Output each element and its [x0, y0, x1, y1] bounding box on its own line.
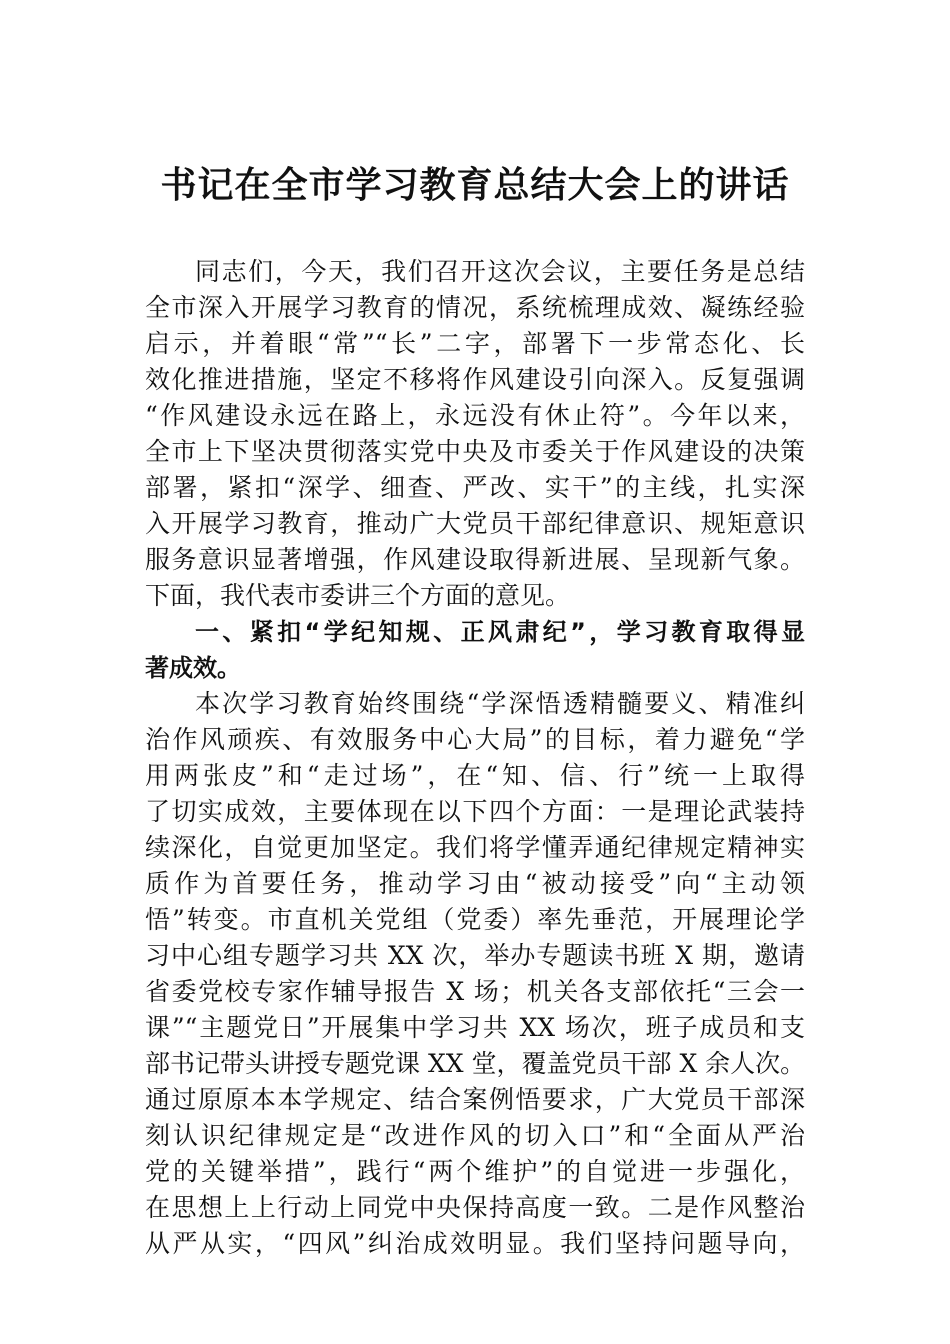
paragraph-line: 治作风顽疾、有效服务中心大局”的目标，着力避免“学	[145, 725, 805, 754]
paragraph-line: “作风建设永远在路上，永远没有休止符”。今年以来，	[145, 401, 805, 430]
paragraph-line: 用两张皮”和“走过场”，在“知、信、行”统一上取得	[145, 761, 805, 790]
paragraph-line: 刻认识纪律规定是“改进作风的切入口”和“全面从严治	[145, 1121, 805, 1150]
paragraph-line: 续深化，自觉更加坚定。我们将学懂弄通纪律规定精神实	[145, 833, 805, 862]
paragraph-line: 效化推进措施，坚定不移将作风建设引向深入。反复强调	[145, 365, 805, 394]
paragraph-line: 服务意识显著增强，作风建设取得新进展、呈现新气象。	[145, 545, 805, 574]
paragraph-line: 在思想上上行动上同党中央保持高度一致。二是作风整治	[145, 1193, 805, 1222]
paragraph-line: 通过原原本本学规定、结合案例悟要求，广大党员干部深	[145, 1085, 805, 1114]
paragraph-line: 课”“主题党日”开展集中学习共 XX 场次，班子成员和支	[145, 1013, 805, 1042]
document-body	[145, 254, 805, 1262]
paragraph-line: 同志们，今天，我们召开这次会议，主要任务是总结	[195, 257, 805, 286]
paragraph-line: 悟”转变。市直机关党组（党委）率先垂范，开展理论学	[145, 905, 805, 934]
paragraph-line: 全市上下坚决贯彻落实党中央及市委关于作风建设的决策	[145, 437, 805, 466]
paragraph-line: 习中心组专题学习共 XX 次，举办专题读书班 X 期，邀请	[145, 941, 805, 970]
section-heading-line: 一、紧扣“学纪知规、正风肃纪”，学习教育取得显	[195, 618, 805, 646]
section-heading-line: 著成效。	[145, 654, 241, 682]
paragraph-line: 部署，紧扣“深学、细查、严改、实干”的主线，扎实深	[145, 473, 805, 502]
paragraph-line: 省委党校专家作辅导报告 X 场；机关各支部依托“三会一	[145, 977, 805, 1006]
paragraph-line: 了切实成效，主要体现在以下四个方面：一是理论武装持	[145, 797, 805, 826]
paragraph-line: 下面，我代表市委讲三个方面的意见。	[145, 581, 571, 610]
paragraph-line: 启示，并着眼“常”“长”二字，部署下一步常态化、长	[145, 329, 805, 358]
paragraph-line: 党的关键举措”，践行“两个维护”的自觉进一步强化，	[145, 1157, 805, 1186]
paragraph-line: 入开展学习教育，推动广大党员干部纪律意识、规矩意识	[145, 509, 805, 538]
paragraph-line: 部书记带头讲授专题党课 XX 堂，覆盖党员干部 X 余人次。	[145, 1049, 806, 1078]
paragraph-line: 质作为首要任务，推动学习由“被动接受”向“主动领	[145, 869, 805, 898]
paragraph-line: 从严从实，“四风”纠治成效明显。我们坚持问题导向，	[145, 1229, 805, 1258]
document-title: 书记在全市学习教育总结大会上的讲话	[160, 164, 790, 206]
paragraph-line: 本次学习教育始终围绕“学深悟透精髓要义、精准纠	[195, 689, 805, 718]
paragraph-line: 全市深入开展学习教育的情况，系统梳理成效、凝练经验	[145, 293, 805, 322]
